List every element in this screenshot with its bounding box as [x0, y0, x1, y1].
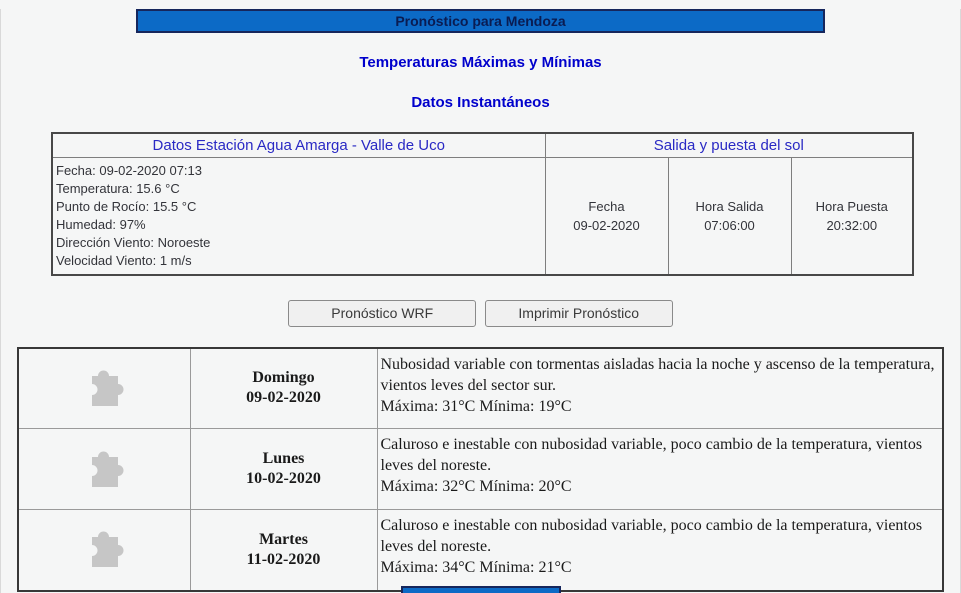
- forecast-text-cell: [377, 429, 943, 510]
- next-section-bar-partial: [401, 586, 561, 593]
- forecast-date: 11-02-2020: [246, 550, 321, 568]
- broken-image-icon: [78, 362, 130, 410]
- forecast-date: 09-02-2020: [246, 389, 321, 407]
- pronostico-wrf-button[interactable]: Pronóstico WRF: [288, 300, 476, 327]
- forecast-description: Caluroso e inestable con nubosidad variable, poco cambio de la temperatura, vientos leves del noreste.: [380, 517, 923, 555]
- reading-velocidad-viento: Velocidad Viento: 1 m/s: [56, 252, 192, 268]
- station-data-table: [51, 132, 914, 276]
- sun-salida-label: Hora Salida: [695, 198, 764, 214]
- station-table-header: Datos Estación Agua Amarga - Valle de Uco: [52, 133, 545, 157]
- broken-image-icon: [78, 443, 130, 491]
- forecast-temps: Máxima: 31°C Mínima: 19°C: [380, 397, 572, 415]
- forecast-day: Lunes: [262, 450, 305, 467]
- forecast-row-martes: [18, 510, 943, 591]
- reading-humedad: Humedad: 97%: [56, 216, 146, 232]
- forecast-date: 10-02-2020: [246, 470, 321, 487]
- forecast-row-lunes: [18, 429, 943, 510]
- forecast-day-cell: [190, 348, 377, 429]
- reading-direccion-viento: Dirección Viento: Noroeste: [56, 234, 211, 250]
- forecast-description: Nubosidad variable con tormentas aisladas hacia la noche y ascenso de la temperatura, vientos leves del sector sur.: [380, 355, 935, 394]
- imprimir-pronostico-button[interactable]: Imprimir Pronóstico: [485, 300, 673, 327]
- sun-salida-value: 07:06:00: [704, 217, 755, 233]
- station-readings-cell: [52, 157, 545, 275]
- forecast-text-cell: [377, 510, 943, 591]
- forecast-row-domingo: [18, 348, 943, 429]
- forecast-day-cell: [190, 510, 377, 591]
- reading-temperatura: Temperatura: 15.6 °C: [56, 180, 180, 196]
- page-title: Pronóstico para Mendoza: [395, 13, 566, 29]
- page: [0, 9, 961, 593]
- forecast-temps: Máxima: 34°C Mínima: 21°C: [380, 559, 572, 576]
- broken-image-icon: [78, 523, 130, 571]
- forecast-temps: Máxima: 32°C Mínima: 20°C: [380, 478, 572, 495]
- reading-fecha: Fecha: 09-02-2020 07:13: [56, 162, 202, 178]
- page-title-bar: [136, 9, 825, 33]
- heading-temperaturas: Temperaturas Máximas y Mínimas: [359, 54, 602, 71]
- sun-puesta-value: 20:32:00: [826, 217, 878, 233]
- button-row: [1, 300, 960, 327]
- sun-puesta-cell: [791, 157, 913, 275]
- sun-puesta-label: Hora Puesta: [815, 198, 888, 214]
- forecast-text-cell: [377, 348, 943, 429]
- sun-fecha-label: Fecha: [588, 198, 625, 214]
- forecast-table: [17, 347, 944, 592]
- sun-fecha-value: 09-02-2020: [573, 217, 640, 233]
- heading-datos-instantaneos: Datos Instantáneos: [411, 94, 550, 111]
- sun-fecha-cell: [545, 157, 668, 275]
- forecast-description: Caluroso e inestable con nubosidad variable, poco cambio de la temperatura, vientos leves del noreste.: [380, 436, 923, 474]
- forecast-image-cell: [18, 429, 190, 510]
- sun-salida-cell: [668, 157, 791, 275]
- forecast-day: Domingo: [252, 369, 315, 387]
- forecast-image-cell: [18, 348, 190, 429]
- forecast-day: Martes: [259, 530, 308, 548]
- forecast-day-cell: [190, 429, 377, 510]
- sun-table-header: Salida y puesta del sol: [545, 133, 913, 157]
- forecast-image-cell: [18, 510, 190, 591]
- reading-punto-rocio: Punto de Rocío: 15.5 °C: [56, 198, 197, 214]
